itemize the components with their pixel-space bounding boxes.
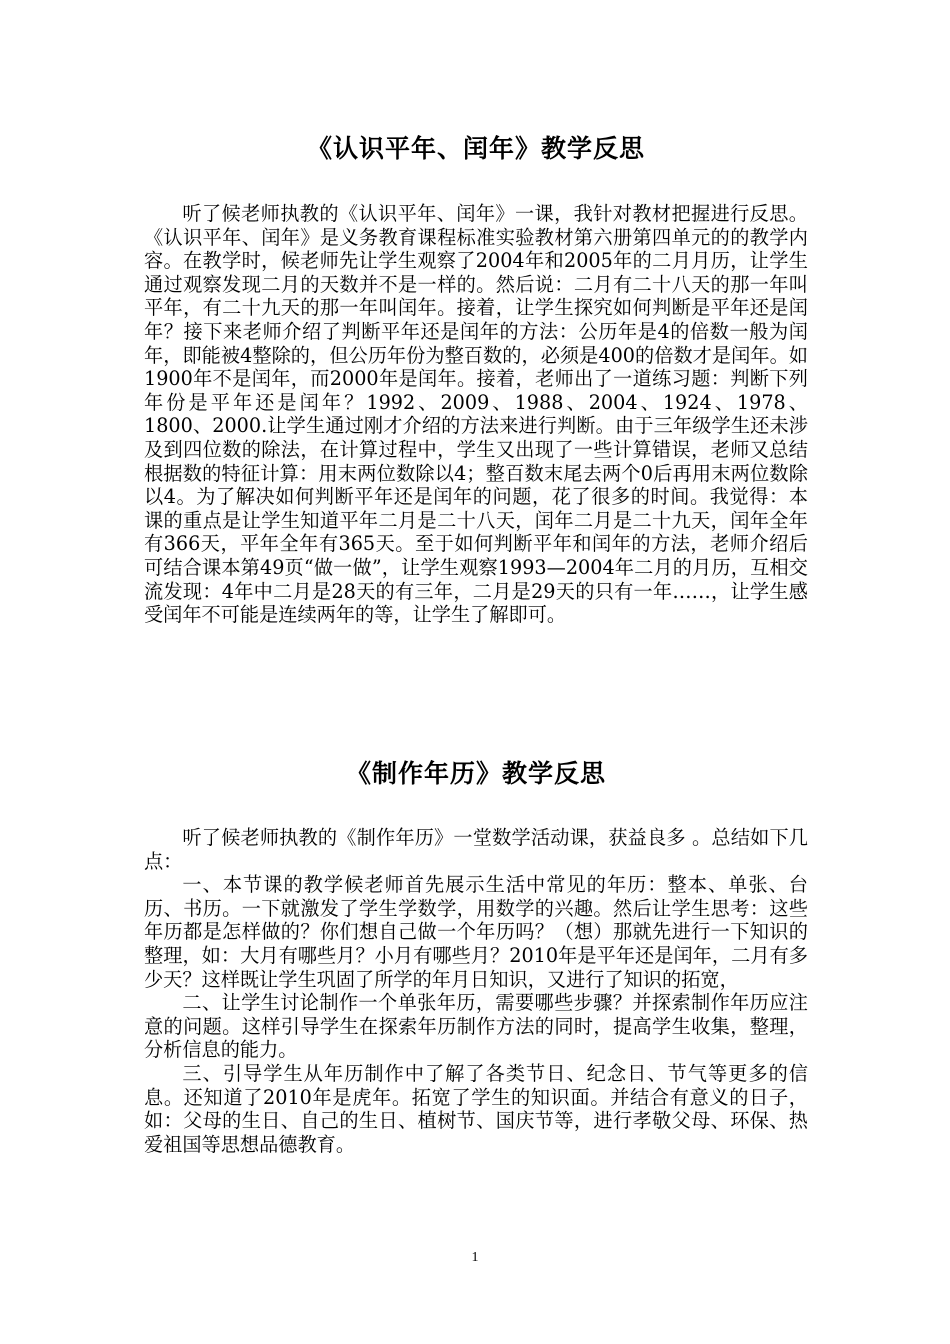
section2-paragraph-point1: 一、本节课的教学候老师首先展示生活中常见的年历：整本、单张、台历、书历。一下就激发了学生学数学，用数学的兴趣。然后让学生思考：这些年历都是怎样做的？你们想自己做一个年历吗？（想）那就先进行一下知识的整理，如：大月有哪些月？小月有哪些月？2010年是平年还是闰年，二月有多少天？这样既让学生巩固了所学的年月日知识，又进行了知识的拓宽， [144,873,808,991]
page-number: 1 [471,1250,479,1265]
section1-body [144,202,808,627]
section2-paragraph-point3: 三、引导学生从年历制作中了解了各类节日、纪念日、节气等更多的信息。还知道了2010年是虎年。拓宽了学生的知识面。并结合有意义的日子，如：父母的生日、自己的生日、植树节、国庆节等，进行孝敬父母、环保、热爱祖国等思想品德教育。 [144,1061,808,1156]
section2-paragraph-intro: 听了候老师执教的《制作年历》一堂数学活动课，获益良多 。总结如下几点： [144,826,808,873]
section1-title: 《认识平年、闰年》教学反思 [306,134,645,163]
section2-title: 《制作年历》教学反思 [345,759,606,788]
section1-paragraph: 听了候老师执教的《认识平年、闰年》一课，我针对教材把握进行反思。《认识平年、闰年》是义务教育课程标准实验教材第六册第四单元的的教学内容。在教学时，候老师先让学生观察了2004年和2005年的二月月历，让学生通过观察发现二月的天数并不是一样的。然后说：二月有二十八天的那一年叫平年，有二十九天的那一年叫闰年。接着，让学生探究如何判断是平年还是闰年？接下来老师介绍了判断平年还是闰年的方法：公历年是4的倍数一般为闰年，即能被4整除的，但公历年份为整百数的，必须是400的倍数才是闰年。如1900年不是闰年，而2000年是闰年。接着，老师出了一道练习题：判断下列年份是平年还是闰年？1992、2009、1988、2004、1924、1978、1800、2000.让学生通过刚才介绍的方法来进行判断。由于三年级学生还未涉及到四位数的除法，在计算过程中，学生又出现了一些计算错误，老师又总结根据数的特征计算：用末两位数除以4；整百数末尾去两个0后再用末两位数除以4。为了解决如何判断平年还是闰年的问题，花了很多的时间。我觉得：本课的重点是让学生知道平年二月是二十八天，闰年二月是二十九天，闰年全年有366天，平年全年有365天。至于如何判断平年和闰年的方法，老师介绍后可结合课本第49页“做一做”，让学生观察1993—2004年二月的月历，互相交流发现：4年中二月是28天的有三年，二月是29天的只有一年……，让学生感受闰年不可能是连续两年的等，让学生了解即可。 [144,202,808,627]
section2-paragraph-point2: 二、让学生讨论制作一个单张年历，需要哪些步骤？并探索制作年历应注意的问题。这样引导学生在探索年历制作方法的同时，提高学生收集，整理，分析信息的能力。 [144,991,808,1062]
section2-body [144,826,808,1156]
